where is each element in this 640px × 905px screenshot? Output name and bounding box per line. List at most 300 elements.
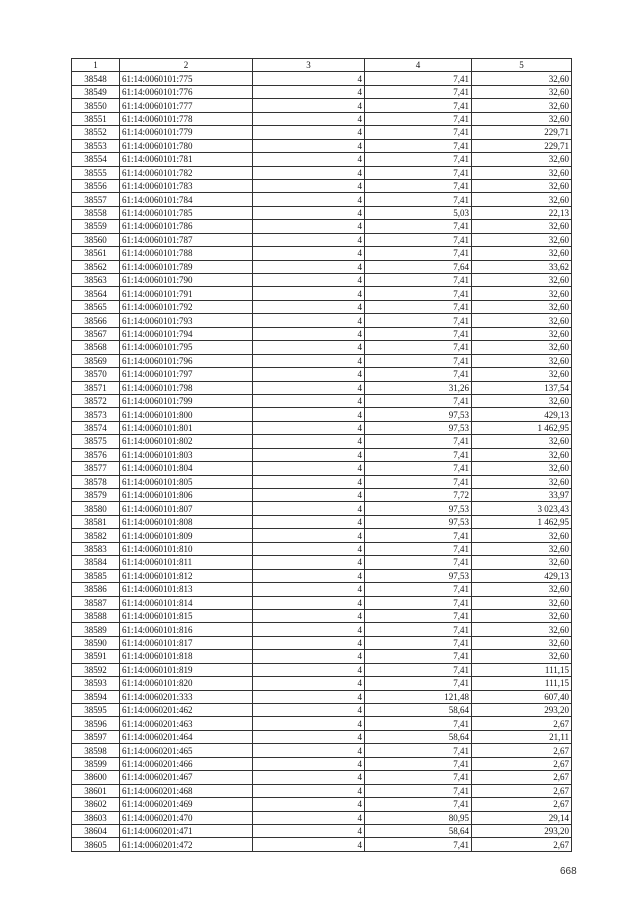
table-row [72, 72, 572, 85]
table-cell-col-2: 61:14:0060101:819 [120, 663, 253, 676]
table-cell-col-1: 38590 [72, 636, 120, 649]
table-cell-col-4: 7,41 [365, 650, 472, 663]
table-cell-col-3: 4 [253, 663, 365, 676]
table-cell-col-4: 7,41 [365, 247, 472, 260]
table-cell-col-2: 61:14:0060101:811 [120, 556, 253, 569]
table-cell-col-3: 4 [253, 784, 365, 797]
table-cell-col-2: 61:14:0060101:818 [120, 650, 253, 663]
table-row [72, 798, 572, 811]
table-cell-col-5: 229,71 [472, 126, 572, 139]
table-cell-col-4: 121,48 [365, 690, 472, 703]
table-cell-col-2: 61:14:0060201:462 [120, 704, 253, 717]
table-cell-col-4: 80,95 [365, 811, 472, 824]
table-row [72, 112, 572, 125]
table-cell-col-3: 4 [253, 771, 365, 784]
page-number: 668 [560, 866, 577, 877]
table-cell-col-1: 38578 [72, 475, 120, 488]
table-cell-col-2: 61:14:0060101:804 [120, 462, 253, 475]
table-cell-col-4: 7,41 [365, 233, 472, 246]
table-cell-col-3: 4 [253, 757, 365, 770]
table-cell-col-3: 4 [253, 650, 365, 663]
table-cell-col-1: 38603 [72, 811, 120, 824]
table-cell-col-3: 4 [253, 72, 365, 85]
table-cell-col-2: 61:14:0060201:471 [120, 824, 253, 837]
table-cell-col-1: 38552 [72, 126, 120, 139]
table-cell-col-1: 38580 [72, 502, 120, 515]
table-cell-col-3: 4 [253, 314, 365, 327]
table-row [72, 314, 572, 327]
table-cell-col-4: 7,41 [365, 838, 472, 851]
table-cell-col-4: 7,41 [365, 354, 472, 367]
table-cell-col-5: 32,60 [472, 287, 572, 300]
table-row [72, 179, 572, 192]
table-cell-col-4: 7,41 [365, 784, 472, 797]
table-cell-col-4: 7,41 [365, 663, 472, 676]
table-row [72, 327, 572, 340]
table-row [72, 274, 572, 287]
table-cell-col-4: 7,41 [365, 744, 472, 757]
table-cell-col-3: 4 [253, 677, 365, 690]
table-cell-col-3: 4 [253, 260, 365, 273]
table-cell-col-2: 61:14:0060101:779 [120, 126, 253, 139]
table-cell-col-2: 61:14:0060101:793 [120, 314, 253, 327]
table-cell-col-4: 7,41 [365, 112, 472, 125]
table-row [72, 126, 572, 139]
column-header-2: 2 [120, 59, 253, 72]
table-cell-col-2: 61:14:0060101:783 [120, 179, 253, 192]
table-cell-col-4: 7,41 [365, 542, 472, 555]
table-cell-col-1: 38558 [72, 206, 120, 219]
table-cell-col-1: 38591 [72, 650, 120, 663]
table-cell-col-3: 4 [253, 542, 365, 555]
table-row [72, 811, 572, 824]
table-row [72, 771, 572, 784]
table-row [72, 502, 572, 515]
table-cell-col-1: 38557 [72, 193, 120, 206]
table-row [72, 166, 572, 179]
table-cell-col-1: 38585 [72, 569, 120, 582]
table-cell-col-5: 32,60 [472, 556, 572, 569]
table-cell-col-2: 61:14:0060101:820 [120, 677, 253, 690]
table-cell-col-4: 7,41 [365, 72, 472, 85]
table-cell-col-2: 61:14:0060201:463 [120, 717, 253, 730]
table-cell-col-1: 38548 [72, 72, 120, 85]
table-cell-col-2: 61:14:0060101:809 [120, 529, 253, 542]
table-cell-col-1: 38588 [72, 609, 120, 622]
table-cell-col-4: 58,64 [365, 824, 472, 837]
table-cell-col-3: 4 [253, 233, 365, 246]
table-cell-col-5: 293,20 [472, 704, 572, 717]
table-cell-col-1: 38593 [72, 677, 120, 690]
table-cell-col-5: 32,60 [472, 300, 572, 313]
table-cell-col-1: 38562 [72, 260, 120, 273]
table-cell-col-4: 97,53 [365, 515, 472, 528]
table-cell-col-3: 4 [253, 287, 365, 300]
table-cell-col-5: 429,13 [472, 408, 572, 421]
table-cell-col-1: 38589 [72, 623, 120, 636]
table-cell-col-5: 229,71 [472, 139, 572, 152]
table-cell-col-2: 61:14:0060101:805 [120, 475, 253, 488]
table-cell-col-2: 61:14:0060101:789 [120, 260, 253, 273]
table-row [72, 354, 572, 367]
table-cell-col-5: 32,60 [472, 193, 572, 206]
table-cell-col-4: 7,41 [365, 99, 472, 112]
table-cell-col-1: 38565 [72, 300, 120, 313]
table-cell-col-1: 38587 [72, 596, 120, 609]
table-cell-col-1: 38584 [72, 556, 120, 569]
table-cell-col-3: 4 [253, 690, 365, 703]
table-cell-col-5: 2,67 [472, 798, 572, 811]
table-row [72, 99, 572, 112]
table-cell-col-3: 4 [253, 556, 365, 569]
table-cell-col-2: 61:14:0060101:777 [120, 99, 253, 112]
table-cell-col-5: 2,67 [472, 744, 572, 757]
table-cell-col-3: 4 [253, 569, 365, 582]
table-row [72, 717, 572, 730]
table-cell-col-3: 4 [253, 179, 365, 192]
table-cell-col-4: 7,41 [365, 771, 472, 784]
column-header-1: 1 [72, 59, 120, 72]
table-row [72, 394, 572, 407]
table-cell-col-1: 38586 [72, 583, 120, 596]
table-cell-col-5: 32,60 [472, 650, 572, 663]
table-row [72, 475, 572, 488]
table-cell-col-2: 61:14:0060101:801 [120, 421, 253, 434]
table-cell-col-3: 4 [253, 462, 365, 475]
table-cell-col-2: 61:14:0060101:817 [120, 636, 253, 649]
table-cell-col-3: 4 [253, 475, 365, 488]
table-cell-col-3: 4 [253, 327, 365, 340]
table-cell-col-3: 4 [253, 811, 365, 824]
table-cell-col-5: 32,60 [472, 475, 572, 488]
table-row [72, 542, 572, 555]
table-cell-col-5: 2,67 [472, 838, 572, 851]
table-cell-col-2: 61:14:0060201:464 [120, 730, 253, 743]
table-cell-col-4: 7,41 [365, 529, 472, 542]
table-cell-col-2: 61:14:0060101:808 [120, 515, 253, 528]
table-cell-col-5: 32,60 [472, 341, 572, 354]
table-cell-col-5: 32,60 [472, 220, 572, 233]
table-cell-col-3: 4 [253, 247, 365, 260]
table-cell-col-3: 4 [253, 824, 365, 837]
table-row [72, 341, 572, 354]
table-cell-col-2: 61:14:0060201:467 [120, 771, 253, 784]
table-cell-col-5: 1 462,95 [472, 515, 572, 528]
table-cell-col-2: 61:14:0060101:776 [120, 85, 253, 98]
table-row [72, 583, 572, 596]
table-cell-col-3: 4 [253, 583, 365, 596]
table-cell-col-1: 38561 [72, 247, 120, 260]
table-cell-col-4: 7,41 [365, 556, 472, 569]
table-row [72, 247, 572, 260]
table-cell-col-1: 38560 [72, 233, 120, 246]
table-cell-col-3: 4 [253, 126, 365, 139]
table-cell-col-2: 61:14:0060101:800 [120, 408, 253, 421]
table-cell-col-5: 32,60 [472, 623, 572, 636]
table-cell-col-2: 61:14:0060101:795 [120, 341, 253, 354]
table-cell-col-5: 1 462,95 [472, 421, 572, 434]
table-cell-col-3: 4 [253, 502, 365, 515]
table-cell-col-4: 7,41 [365, 757, 472, 770]
table-cell-col-5: 2,67 [472, 771, 572, 784]
table-cell-col-2: 61:14:0060201:472 [120, 838, 253, 851]
data-table [71, 58, 572, 852]
table-cell-col-2: 61:14:0060201:465 [120, 744, 253, 757]
table-cell-col-5: 32,60 [472, 448, 572, 461]
table-cell-col-3: 4 [253, 153, 365, 166]
table-cell-col-1: 38559 [72, 220, 120, 233]
table-cell-col-5: 429,13 [472, 569, 572, 582]
table-cell-col-1: 38554 [72, 153, 120, 166]
table-cell-col-2: 61:14:0060201:466 [120, 757, 253, 770]
table-row [72, 784, 572, 797]
table-cell-col-3: 4 [253, 636, 365, 649]
table-cell-col-3: 4 [253, 435, 365, 448]
table-cell-col-1: 38564 [72, 287, 120, 300]
table-cell-col-4: 58,64 [365, 704, 472, 717]
table-cell-col-5: 22,13 [472, 206, 572, 219]
table-cell-col-1: 38582 [72, 529, 120, 542]
table-cell-col-2: 61:14:0060201:468 [120, 784, 253, 797]
table-cell-col-5: 137,54 [472, 381, 572, 394]
table-cell-col-5: 32,60 [472, 394, 572, 407]
table-row [72, 153, 572, 166]
table-cell-col-3: 4 [253, 421, 365, 434]
table-row [72, 287, 572, 300]
table-row [72, 704, 572, 717]
table-row [72, 744, 572, 757]
table-cell-col-4: 7,41 [365, 677, 472, 690]
table-cell-col-4: 97,53 [365, 421, 472, 434]
table-cell-col-3: 4 [253, 489, 365, 502]
table-row [72, 233, 572, 246]
table-row [72, 838, 572, 851]
table-cell-col-4: 7,41 [365, 126, 472, 139]
table-row [72, 596, 572, 609]
table-cell-col-4: 7,41 [365, 139, 472, 152]
table-cell-col-5: 32,60 [472, 166, 572, 179]
header-row [72, 59, 572, 72]
table-row [72, 448, 572, 461]
table-cell-col-4: 58,64 [365, 730, 472, 743]
table-cell-col-2: 61:14:0060101:781 [120, 153, 253, 166]
table-cell-col-1: 38592 [72, 663, 120, 676]
table-cell-col-5: 32,60 [472, 529, 572, 542]
table-cell-col-5: 32,60 [472, 233, 572, 246]
table-cell-col-2: 61:14:0060201:470 [120, 811, 253, 824]
table-cell-col-4: 7,41 [365, 609, 472, 622]
table-cell-col-1: 38574 [72, 421, 120, 434]
table-cell-col-2: 61:14:0060101:775 [120, 72, 253, 85]
table-cell-col-1: 38601 [72, 784, 120, 797]
table-cell-col-5: 32,60 [472, 354, 572, 367]
table-cell-col-5: 32,60 [472, 636, 572, 649]
table-cell-col-4: 7,41 [365, 287, 472, 300]
table-cell-col-2: 61:14:0060101:803 [120, 448, 253, 461]
table-cell-col-3: 4 [253, 448, 365, 461]
table-cell-col-3: 4 [253, 704, 365, 717]
table-cell-col-2: 61:14:0060101:798 [120, 381, 253, 394]
table-cell-col-4: 7,41 [365, 623, 472, 636]
table-cell-col-4: 7,41 [365, 462, 472, 475]
table-cell-col-4: 7,41 [365, 475, 472, 488]
table-cell-col-5: 32,60 [472, 596, 572, 609]
table-cell-col-2: 61:14:0060101:788 [120, 247, 253, 260]
table-cell-col-5: 32,60 [472, 179, 572, 192]
table-cell-col-3: 4 [253, 341, 365, 354]
table-row [72, 623, 572, 636]
table-cell-col-2: 61:14:0060101:790 [120, 274, 253, 287]
table-body [72, 72, 572, 851]
table-cell-col-3: 4 [253, 354, 365, 367]
table-cell-col-2: 61:14:0060101:786 [120, 220, 253, 233]
table-row [72, 139, 572, 152]
table-cell-col-4: 7,41 [365, 193, 472, 206]
table-cell-col-3: 4 [253, 515, 365, 528]
table-row [72, 677, 572, 690]
table-cell-col-3: 4 [253, 623, 365, 636]
table-row [72, 435, 572, 448]
table-cell-col-5: 32,60 [472, 99, 572, 112]
table-cell-col-2: 61:14:0060101:802 [120, 435, 253, 448]
table-cell-col-2: 61:14:0060101:799 [120, 394, 253, 407]
table-row [72, 260, 572, 273]
table-cell-col-3: 4 [253, 139, 365, 152]
table-cell-col-2: 61:14:0060101:782 [120, 166, 253, 179]
table-cell-col-2: 61:14:0060101:794 [120, 327, 253, 340]
table-row [72, 556, 572, 569]
table-cell-col-2: 61:14:0060101:806 [120, 489, 253, 502]
table-cell-col-3: 4 [253, 112, 365, 125]
table-cell-col-3: 4 [253, 609, 365, 622]
table-cell-col-5: 32,60 [472, 327, 572, 340]
table-cell-col-1: 38577 [72, 462, 120, 475]
table-row [72, 408, 572, 421]
table-cell-col-5: 21,11 [472, 730, 572, 743]
table-cell-col-2: 61:14:0060101:778 [120, 112, 253, 125]
table-row [72, 609, 572, 622]
table-cell-col-1: 38569 [72, 354, 120, 367]
table-cell-col-2: 61:14:0060101:787 [120, 233, 253, 246]
table-cell-col-1: 38605 [72, 838, 120, 851]
table-cell-col-3: 4 [253, 368, 365, 381]
table-cell-col-1: 38550 [72, 99, 120, 112]
table-cell-col-1: 38556 [72, 179, 120, 192]
table-cell-col-2: 61:14:0060201:469 [120, 798, 253, 811]
table-cell-col-4: 7,41 [365, 300, 472, 313]
table-row [72, 650, 572, 663]
table-cell-col-5: 32,60 [472, 112, 572, 125]
table-row [72, 381, 572, 394]
table-cell-col-4: 7,41 [365, 368, 472, 381]
table-cell-col-1: 38594 [72, 690, 120, 703]
table-cell-col-3: 4 [253, 529, 365, 542]
table-row [72, 690, 572, 703]
table-cell-col-1: 38597 [72, 730, 120, 743]
table-cell-col-1: 38599 [72, 757, 120, 770]
table-cell-col-5: 2,67 [472, 757, 572, 770]
table-cell-col-4: 7,41 [365, 394, 472, 407]
table-cell-col-3: 4 [253, 730, 365, 743]
table-cell-col-1: 38570 [72, 368, 120, 381]
table-cell-col-4: 7,41 [365, 314, 472, 327]
table-cell-col-3: 4 [253, 300, 365, 313]
table-cell-col-4: 7,41 [365, 179, 472, 192]
table-cell-col-3: 4 [253, 85, 365, 98]
table-cell-col-4: 7,41 [365, 341, 472, 354]
table-cell-col-2: 61:14:0060101:810 [120, 542, 253, 555]
table-row [72, 569, 572, 582]
table-row [72, 663, 572, 676]
table-cell-col-4: 7,41 [365, 798, 472, 811]
table-cell-col-2: 61:14:0060101:815 [120, 609, 253, 622]
table-cell-col-5: 32,60 [472, 542, 572, 555]
column-header-4: 4 [365, 59, 472, 72]
table-cell-col-5: 293,20 [472, 824, 572, 837]
table-cell-col-5: 32,60 [472, 247, 572, 260]
table-cell-col-1: 38576 [72, 448, 120, 461]
table-cell-col-3: 4 [253, 394, 365, 407]
table-cell-col-5: 607,40 [472, 690, 572, 703]
table-cell-col-4: 7,41 [365, 435, 472, 448]
table-cell-col-3: 4 [253, 798, 365, 811]
table-cell-col-1: 38595 [72, 704, 120, 717]
table-row [72, 206, 572, 219]
table-row [72, 300, 572, 313]
table-cell-col-1: 38572 [72, 394, 120, 407]
table-cell-col-4: 97,53 [365, 502, 472, 515]
table-cell-col-1: 38575 [72, 435, 120, 448]
table-cell-col-1: 38600 [72, 771, 120, 784]
table-cell-col-5: 111,15 [472, 677, 572, 690]
table-row [72, 421, 572, 434]
table-cell-col-1: 38583 [72, 542, 120, 555]
table-cell-col-5: 2,67 [472, 784, 572, 797]
table-cell-col-2: 61:14:0060101:807 [120, 502, 253, 515]
table-cell-col-4: 7,72 [365, 489, 472, 502]
table-row [72, 462, 572, 475]
table-cell-col-5: 29,14 [472, 811, 572, 824]
table-cell-col-4: 7,41 [365, 717, 472, 730]
table-row [72, 85, 572, 98]
table-cell-col-1: 38551 [72, 112, 120, 125]
table-cell-col-4: 7,41 [365, 153, 472, 166]
table-cell-col-1: 38598 [72, 744, 120, 757]
table-cell-col-5: 33,97 [472, 489, 572, 502]
table-row [72, 529, 572, 542]
table-row [72, 757, 572, 770]
table-row [72, 515, 572, 528]
table-cell-col-5: 32,60 [472, 435, 572, 448]
table-cell-col-1: 38553 [72, 139, 120, 152]
table-cell-col-3: 4 [253, 193, 365, 206]
table-row [72, 636, 572, 649]
table-cell-col-5: 111,15 [472, 663, 572, 676]
table-cell-col-4: 7,41 [365, 327, 472, 340]
table-cell-col-2: 61:14:0060101:796 [120, 354, 253, 367]
table-cell-col-1: 38549 [72, 85, 120, 98]
table-cell-col-2: 61:14:0060101:791 [120, 287, 253, 300]
table-cell-col-2: 61:14:0060101:812 [120, 569, 253, 582]
table-row [72, 368, 572, 381]
table-cell-col-3: 4 [253, 220, 365, 233]
column-header-5: 5 [472, 59, 572, 72]
table-cell-col-3: 4 [253, 408, 365, 421]
table-cell-col-1: 38579 [72, 489, 120, 502]
table-cell-col-5: 32,60 [472, 462, 572, 475]
table-cell-col-2: 61:14:0060101:780 [120, 139, 253, 152]
table-cell-col-3: 4 [253, 206, 365, 219]
